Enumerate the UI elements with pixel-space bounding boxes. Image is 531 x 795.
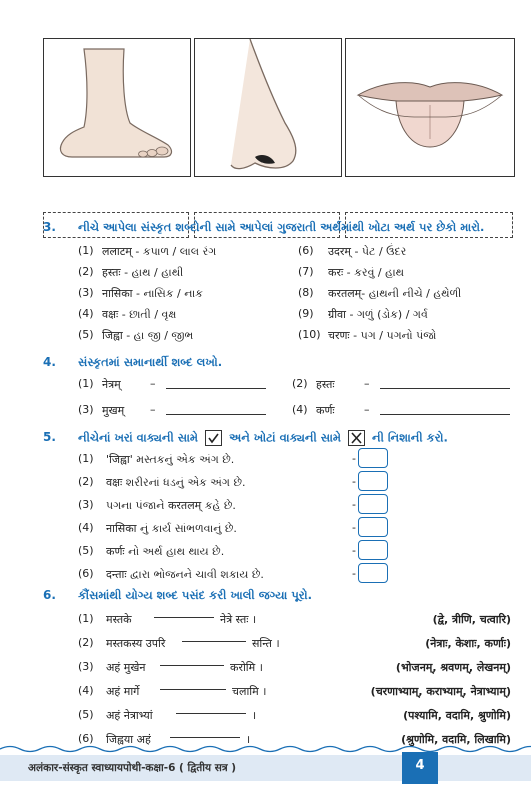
q6-item-post: करोमि ।	[230, 661, 263, 674]
q5-item-number: (1)	[78, 452, 94, 465]
q4-item-dash: –	[364, 377, 370, 390]
q4-item-word: मुखम्	[102, 404, 125, 417]
q6-item-options: (द्वे, त्रीणि, चत्वारि)	[432, 613, 511, 626]
q6-item-options: (भोजनम्, श्रवणम्, लेखनम्)	[395, 661, 511, 674]
q6-blank-line[interactable]	[170, 737, 240, 738]
q5-answer-box[interactable]	[358, 563, 388, 583]
q4-item-number: (3)	[78, 403, 94, 416]
q4-item-dash: –	[364, 403, 370, 416]
check-mark-icon	[205, 430, 222, 446]
q5-item-text: नासिका નું કાર્ય સાંભળવાનું છે.	[106, 522, 237, 535]
q4-answer-line[interactable]	[166, 414, 266, 415]
q4-answer-line[interactable]	[380, 388, 510, 389]
q6-item-pre: अहं नेत्राभ्यां	[106, 709, 153, 722]
cross-mark-icon	[348, 430, 365, 446]
q6-item-number: (2)	[78, 636, 94, 649]
q6-item-pre: अहं मार्गे	[106, 685, 140, 698]
q3-item-text[interactable]: नासिका - નાસિક / નાક	[102, 287, 203, 300]
q6-item-options: (चरणाभ्याम्, कराभ्याम्, नेत्राभ्याम्)	[370, 685, 511, 698]
q5-item-number: (5)	[78, 544, 94, 557]
q5-title	[78, 430, 448, 446]
q6-title: કૌંસમાંથી યોગ્ય શબ્દ પસંદ કરી ખાલી જગ્યા પૂરો.	[78, 588, 312, 602]
q3-item-text[interactable]: ललाटम् - કપાળ / લાલ રંગ	[102, 245, 217, 258]
q3-item-number: (7)	[298, 265, 314, 278]
q6-item-post: ।	[246, 733, 251, 746]
q3-item-text[interactable]: उदरम् - પેટ / ઉંદર	[328, 245, 407, 258]
q5-answer-box[interactable]	[358, 448, 388, 468]
q6-item-post: ।	[252, 709, 257, 722]
q4-item-number: (1)	[78, 377, 94, 390]
q6-blank-line[interactable]	[160, 665, 224, 666]
q3-item-text[interactable]: जिह्वा - હા જી / જીભ	[102, 329, 194, 342]
q6-item-number: (6)	[78, 732, 94, 745]
q6-blank-line[interactable]	[176, 713, 246, 714]
q6-blank-line[interactable]	[154, 617, 214, 618]
q4-answer-line[interactable]	[380, 414, 510, 415]
q3-item-text[interactable]: ग्रीवा - ગળું (ડોક) / ગર્વ	[328, 308, 428, 321]
q6-item-pre: मस्तके	[106, 613, 132, 626]
nose-picture	[194, 38, 342, 177]
q5-item-dash: -	[352, 567, 356, 580]
q3-item-number: (6)	[298, 244, 314, 257]
q5-item-number: (3)	[78, 498, 94, 511]
q5-answer-box[interactable]	[358, 471, 388, 491]
q3-title: નીચે આપેલા સંસ્કૃત શબ્દોની સામે આપેલાં ગુજરાતી અર્થમાંથી ખોટા અર્થ પર છેકો મારો.	[78, 220, 485, 234]
q6-blank-line[interactable]	[160, 689, 226, 690]
q4-item-word: कर्णः	[316, 404, 335, 417]
q3-item-number: (1)	[78, 244, 94, 257]
q5-answer-box[interactable]	[358, 494, 388, 514]
q6-item-post: नेत्रे स्तः ।	[220, 613, 257, 626]
q5-answer-box[interactable]	[358, 517, 388, 537]
q3-item-text[interactable]: वक्षः - છાતી / વૃક્ષ	[102, 308, 177, 321]
q3-item-number: (4)	[78, 307, 94, 320]
page-number: 4	[402, 752, 438, 784]
q3-item-text[interactable]: हस्तः - હાથ / હાથી	[102, 266, 184, 279]
q4-item-number: (4)	[292, 403, 308, 416]
q5-title-part-a: નીચેનાં ખરાં વાક્યની સામે	[78, 430, 199, 445]
q4-item-dash: –	[150, 377, 156, 390]
footer-title: अलंकार-संस्कृत स्वाध्यायपोथी-कक्षा-6 ( द्वितीय सत्र )	[28, 762, 237, 774]
q3-item-text[interactable]: चरणः - પગ / પગનો પંજો	[328, 329, 437, 342]
q6-item-number: (3)	[78, 660, 94, 673]
q5-item-dash: -	[352, 452, 356, 465]
q5-title-part-b: અને ખોટાં વાક્યની સામે	[229, 430, 342, 445]
q5-item-number: (4)	[78, 521, 94, 534]
q5-answer-box[interactable]	[358, 540, 388, 560]
q6-item-options: (नेत्राः, केशाः, कर्णाः)	[425, 637, 511, 650]
q3-item-number: (8)	[298, 286, 314, 299]
q5-item-dash: -	[352, 521, 356, 534]
q6-blank-line[interactable]	[182, 641, 246, 642]
q5-item-number: (2)	[78, 475, 94, 488]
q5-item-text: પગના પંજાને करतलम् કહે છે.	[106, 499, 236, 512]
q5-item-text: 'जिह्वा' મસ્તકનું એક અંગ છે.	[106, 453, 235, 466]
q3-item-number: (3)	[78, 286, 94, 299]
q6-item-number: (5)	[78, 708, 94, 721]
q6-number: 6.	[43, 588, 56, 602]
q5-title-part-c: ની નિશાની કરો.	[372, 430, 448, 445]
q5-item-text: वक्षः શરીરનાં ધડનું એક અંગ છે.	[106, 476, 246, 489]
q5-item-text: कर्णः નો અર્થ હાથ થાય છે.	[106, 545, 225, 558]
q5-item-dash: -	[352, 498, 356, 511]
picture-row	[43, 38, 513, 178]
q4-answer-line[interactable]	[166, 388, 266, 389]
q3-item-number: (9)	[298, 307, 314, 320]
q4-number: 4.	[43, 355, 56, 369]
q3-item-number: (5)	[78, 328, 94, 341]
q6-item-options: (पश्यामि, वदामि, श्रुणोमि)	[403, 709, 511, 722]
q6-item-number: (1)	[78, 612, 94, 625]
q4-item-word: नेत्रम्	[102, 378, 121, 391]
q4-item-number: (2)	[292, 377, 308, 390]
q6-item-options: (श्रुणोमि, वदामि, लिखामि)	[401, 733, 511, 746]
q6-item-number: (4)	[78, 684, 94, 697]
footer-bar	[0, 755, 531, 781]
q5-number: 5.	[43, 430, 56, 444]
q6-item-pre: अहं मुखेन	[106, 661, 146, 674]
q6-item-pre: जिह्वया अहं	[106, 733, 151, 746]
foot-picture	[43, 38, 191, 177]
q5-item-dash: -	[352, 475, 356, 488]
q5-item-text: दन्ताः દ્વારા ભોજનને ચાવી શકાય છે.	[106, 568, 264, 581]
q5-item-dash: -	[352, 544, 356, 557]
q6-item-post: सन्ति ।	[252, 637, 280, 650]
q3-item-text[interactable]: करः - કરવું / હાથ	[328, 266, 405, 279]
q3-number: 3.	[43, 220, 56, 234]
decorative-wave	[0, 744, 531, 754]
q5-item-number: (6)	[78, 567, 94, 580]
q3-item-number: (2)	[78, 265, 94, 278]
q3-item-text[interactable]: करतलम्- હાથની નીચે / હથેળી	[328, 287, 462, 300]
q6-item-post: चलामि ।	[232, 685, 267, 698]
q6-item-pre: मस्तकस्य उपरि	[106, 637, 166, 650]
q3-item-number: (10)	[298, 328, 321, 341]
q4-item-dash: –	[150, 403, 156, 416]
tongue-picture	[345, 38, 515, 177]
q4-item-word: हस्तः	[316, 378, 335, 391]
q4-title: સંસ્કૃતમાં સમાનાર્થી શબ્દ લખો.	[78, 355, 223, 369]
